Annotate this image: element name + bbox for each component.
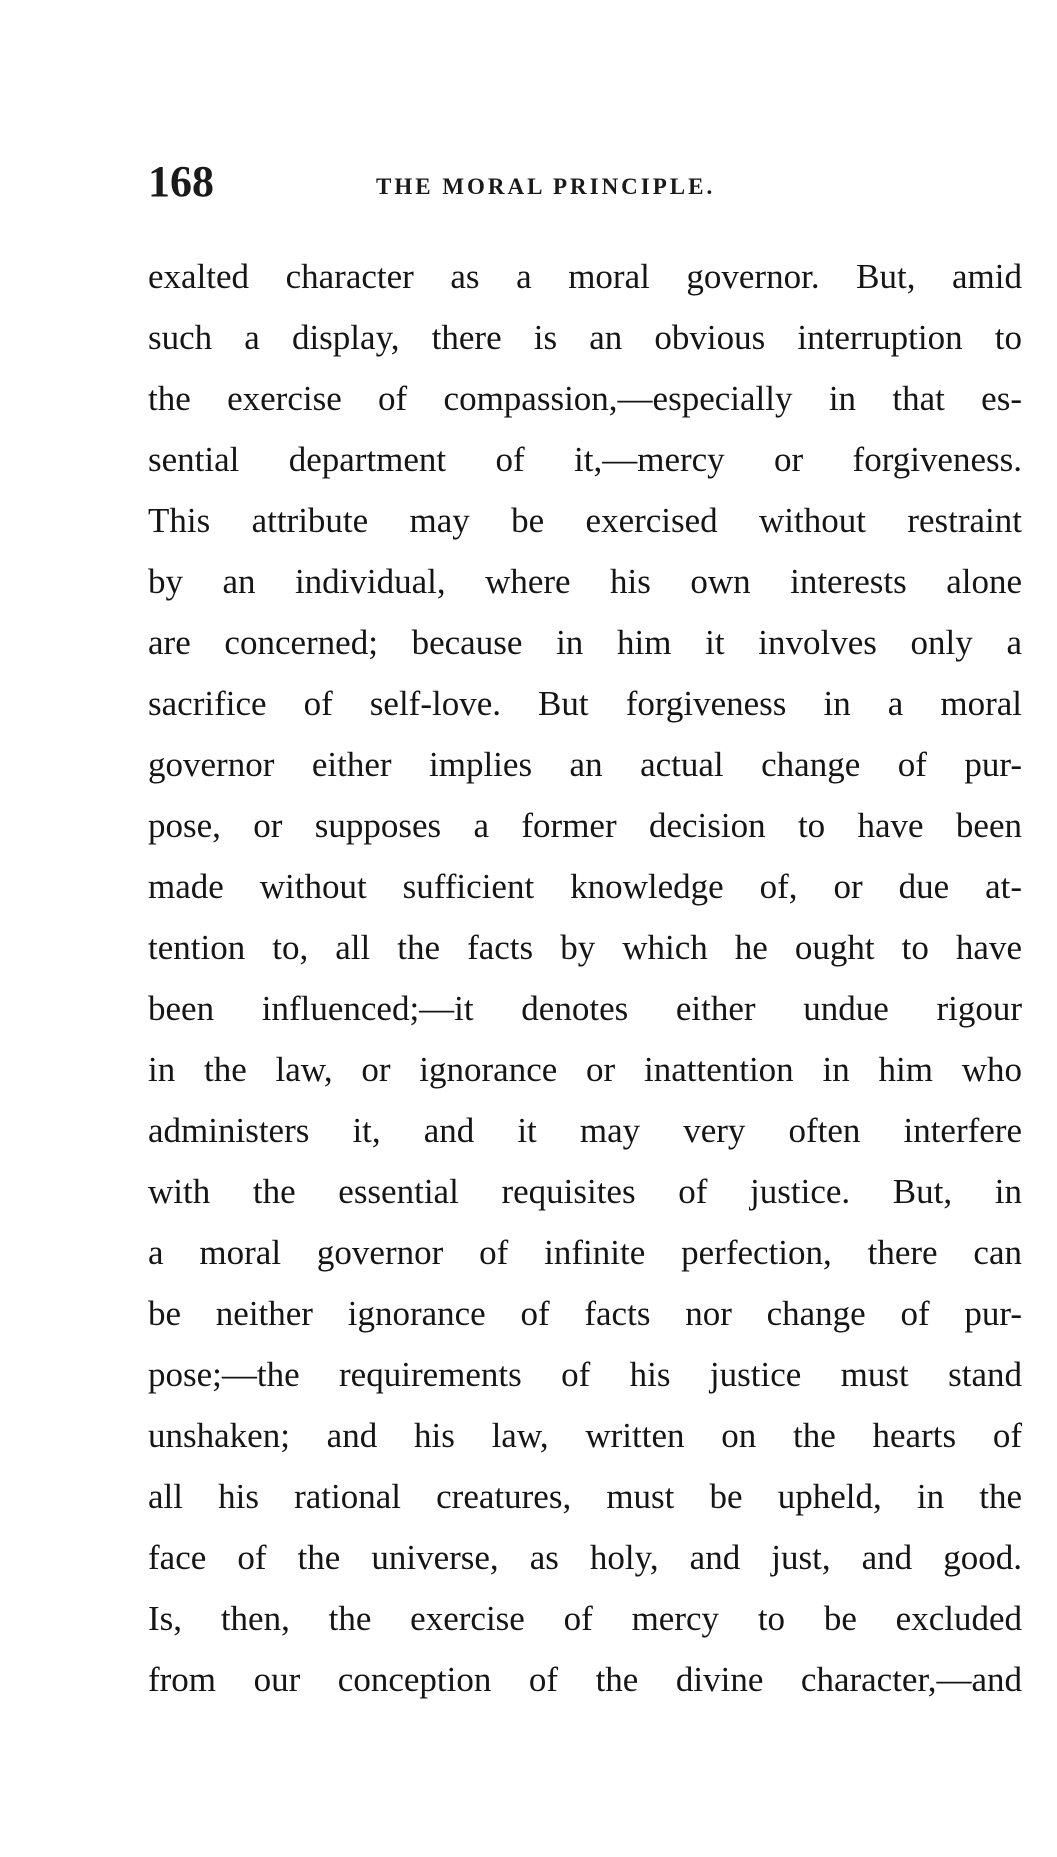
text-line-1: exalted character as a moral governor. But, amid <box>148 257 1022 296</box>
text-line-19: pose;—the requirements of his justice must stand <box>148 1355 1022 1394</box>
text-line-3: the exercise of compassion,—especially in that es- <box>148 379 1022 418</box>
text-line-21: all his rational creatures, must be upheld, in the <box>148 1477 1022 1516</box>
text-line-4: sential department of it,—mercy or forgiveness. <box>148 440 1022 479</box>
text-line-10: pose, or supposes a former decision to have been <box>148 806 1022 845</box>
text-line-2: such a display, there is an obvious interruption to <box>148 318 1022 357</box>
text-line-15: administers it, and it may very often interfere <box>148 1111 1022 1150</box>
text-line-23: Is, then, the exercise of mercy to be excluded <box>148 1599 1022 1638</box>
text-line-24: from our conception of the divine character,—and <box>148 1660 1022 1699</box>
text-line-9: governor either implies an actual change of pur- <box>148 745 1022 784</box>
text-line-17: a moral governor of infinite perfection, there can <box>148 1233 1022 1272</box>
text-line-20: unshaken; and his law, written on the hearts of <box>148 1416 1022 1455</box>
text-line-8: sacrifice of self-love. But forgiveness in a moral <box>148 684 1022 723</box>
running-head <box>148 157 1028 220</box>
page-number: 168 <box>148 157 214 206</box>
text-line-5: This attribute may be exercised without restraint <box>148 501 1022 540</box>
text-line-16: with the essential requisites of justice. But, in <box>148 1172 1022 1211</box>
text-line-7: are concerned; because in him it involves only a <box>148 623 1022 662</box>
running-title: THE MORAL PRINCIPLE. <box>376 174 716 199</box>
text-line-22: face of the universe, as holy, and just, and good. <box>148 1538 1022 1577</box>
text-line-11: made without sufficient knowledge of, or due at- <box>148 867 1022 906</box>
text-line-13: been influenced;—it denotes either undue rigour <box>148 989 1022 1028</box>
text-line-6: by an individual, where his own interests alone <box>148 562 1022 601</box>
body-text <box>148 246 1022 1710</box>
text-line-14: in the law, or ignorance or inattention in him who <box>148 1050 1022 1089</box>
text-line-18: be neither ignorance of facts nor change of pur- <box>148 1294 1022 1333</box>
text-line-12: tention to, all the facts by which he ought to have <box>148 928 1022 967</box>
